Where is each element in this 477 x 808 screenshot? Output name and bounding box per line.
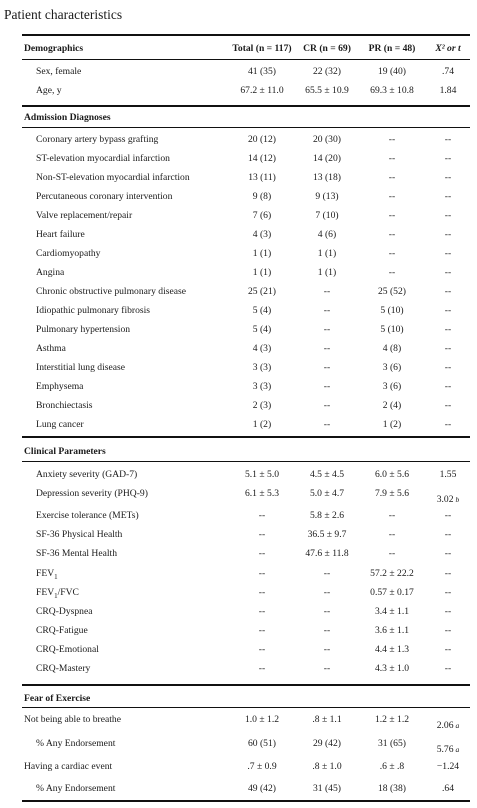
cr-cell: -- (323, 400, 331, 411)
table-row (22, 264, 470, 282)
row-label: Angina (36, 267, 65, 278)
cr-cell: -- (323, 381, 331, 392)
table-row (22, 780, 470, 798)
pr-cell: -- (388, 153, 396, 164)
stat-cell: 3.02 b (436, 494, 460, 505)
row-label: CRQ-Mastery (36, 663, 91, 674)
pr-cell: 0.57 ± 0.17 (370, 587, 414, 598)
total-cell: 1 (1) (252, 267, 272, 278)
row-label: Age, y (36, 85, 62, 96)
total-cell: -- (258, 587, 266, 598)
table-row (22, 302, 470, 320)
table-row (22, 207, 470, 225)
table-rule (22, 707, 470, 708)
stat-cell: 1.55 (439, 469, 457, 480)
pr-cell: 6.0 ± 5.6 (374, 469, 410, 480)
row-label: Idiopathic pulmonary fibrosis (36, 305, 151, 316)
total-cell: 6.1 ± 5.3 (244, 488, 280, 499)
stat-cell: -- (444, 400, 452, 411)
row-label: Exercise tolerance (METs) (36, 510, 139, 521)
stat-cell: -- (444, 286, 452, 297)
row-label: Valve replacement/repair (36, 210, 133, 221)
pr-cell: 1.2 ± 1.2 (374, 714, 410, 725)
stat-cell: -- (444, 419, 452, 430)
table-rule (22, 684, 470, 686)
cr-cell: 9 (13) (315, 191, 339, 202)
pr-cell: 1 (2) (382, 419, 402, 430)
table-row (22, 340, 470, 358)
stat-cell: 1.84 (439, 85, 457, 96)
row-label: Coronary artery bypass grafting (36, 134, 159, 145)
pr-cell: -- (388, 191, 396, 202)
cr-cell: -- (323, 305, 331, 316)
table-row (22, 603, 470, 621)
stat-cell: -- (444, 134, 452, 145)
pr-cell: -- (388, 510, 396, 521)
table-header-row (22, 40, 470, 58)
row-label: Heart failure (36, 229, 85, 240)
cr-cell: -- (323, 606, 331, 617)
cr-cell: -- (323, 419, 331, 430)
table-caption: Patient characteristics (4, 7, 123, 22)
cr-cell: -- (323, 343, 331, 354)
pr-cell: 25 (52) (378, 286, 406, 297)
stat-cell: 2.06 a (436, 720, 460, 731)
table-rule (22, 127, 470, 128)
table-row (22, 526, 470, 544)
total-cell: 20 (12) (248, 134, 276, 145)
stat-cell: -- (444, 625, 452, 636)
cr-cell: -- (323, 286, 331, 297)
pr-cell: 18 (38) (378, 783, 406, 794)
pr-cell: -- (388, 248, 396, 259)
total-cell: 5.1 ± 5.0 (244, 469, 280, 480)
table-row (22, 641, 470, 659)
cr-cell: 1 (1) (317, 267, 337, 278)
stat-cell: -- (444, 644, 452, 655)
total-cell: -- (258, 529, 266, 540)
pr-cell: 5 (10) (380, 305, 404, 316)
total-cell: 3 (3) (252, 362, 272, 373)
total-cell: 25 (21) (248, 286, 276, 297)
total-cell: -- (258, 663, 266, 674)
header-demographics: Demographics (24, 43, 84, 54)
pr-cell: 4.3 ± 1.0 (374, 663, 410, 674)
stat-cell: -- (444, 267, 452, 278)
total-cell: 1 (2) (252, 419, 272, 430)
table-row (22, 226, 470, 244)
stat-cell: -- (444, 362, 452, 373)
stat-cell: -- (444, 172, 452, 183)
cr-cell: 5.8 ± 2.6 (309, 510, 345, 521)
total-cell: .7 ± 0.9 (247, 761, 277, 772)
table-rule (22, 461, 470, 462)
total-cell: 49 (42) (248, 783, 276, 794)
table-rule (22, 59, 470, 60)
pr-cell: 31 (65) (378, 738, 406, 749)
cr-cell: -- (323, 324, 331, 335)
cr-cell: 7 (10) (315, 210, 339, 221)
table-rule (22, 105, 470, 107)
total-cell: 4 (3) (252, 343, 272, 354)
table-row (22, 378, 470, 396)
total-cell: 7 (6) (252, 210, 272, 221)
table-rule (22, 34, 470, 36)
table-row (22, 359, 470, 377)
table-row (22, 131, 470, 149)
table-rule (22, 436, 470, 438)
stat-cell: -- (444, 305, 452, 316)
total-cell: 67.2 ± 11.0 (240, 85, 284, 96)
cr-cell: 22 (32) (313, 66, 341, 77)
table-rule (22, 800, 470, 802)
row-label: Sex, female (36, 66, 82, 77)
table-row (22, 622, 470, 640)
stat-cell: .64 (442, 783, 454, 794)
total-cell: 4 (3) (252, 229, 272, 240)
table-row (22, 545, 470, 563)
row-label: CRQ-Fatigue (36, 625, 88, 636)
stat-cell: -- (444, 324, 452, 335)
total-cell: 5 (4) (252, 324, 272, 335)
row-label: CRQ-Dyspnea (36, 606, 93, 617)
row-label: Non-ST-elevation myocardial infarction (36, 172, 190, 183)
header-total: Total (n = 117) (232, 43, 292, 54)
pr-cell: -- (388, 172, 396, 183)
total-cell: -- (258, 548, 266, 559)
cr-cell: 13 (18) (313, 172, 341, 183)
pr-cell: -- (388, 548, 396, 559)
total-cell: -- (258, 644, 266, 655)
stat-cell: 5.76 a (436, 744, 460, 755)
table-row (22, 397, 470, 415)
table-row (22, 82, 470, 100)
row-label: % Any Endorsement (36, 783, 116, 794)
table-row (22, 565, 470, 583)
total-cell: 3 (3) (252, 381, 272, 392)
cr-cell: 4 (6) (317, 229, 337, 240)
row-label: Interstitial lung disease (36, 362, 125, 373)
total-cell: 14 (12) (248, 153, 276, 164)
pr-cell: -- (388, 529, 396, 540)
table-row (22, 245, 470, 263)
row-label: Not being able to breathe (24, 714, 121, 725)
pr-cell: -- (388, 229, 396, 240)
row-label: Bronchiectasis (36, 400, 93, 411)
cr-cell: -- (323, 663, 331, 674)
total-cell: 9 (8) (252, 191, 272, 202)
total-cell: 1.0 ± 1.2 (244, 714, 280, 725)
header-stat: X² or t (435, 43, 461, 54)
header-pr: PR (n = 48) (368, 43, 416, 54)
cr-cell: -- (323, 568, 331, 579)
row-label: Lung cancer (36, 419, 84, 430)
row-label: % Any Endorsement (36, 738, 116, 749)
stat-cell: -- (444, 210, 452, 221)
total-cell: 41 (35) (248, 66, 276, 77)
table-row (22, 150, 470, 168)
table-row (22, 507, 470, 525)
pr-cell: 3 (6) (382, 381, 402, 392)
table-row (22, 416, 470, 434)
stat-cell: -- (444, 568, 452, 579)
cr-cell: 1 (1) (317, 248, 337, 259)
table-row (22, 188, 470, 206)
total-cell: -- (258, 606, 266, 617)
row-label: Percutaneous coronary intervention (36, 191, 173, 202)
stat-cell: -- (444, 606, 452, 617)
cr-cell: 65.5 ± 10.9 (305, 85, 349, 96)
pr-cell: 3.6 ± 1.1 (374, 625, 410, 636)
row-label: Pulmonary hypertension (36, 324, 131, 335)
cr-cell: 5.0 ± 4.7 (309, 488, 345, 499)
table-row (22, 63, 470, 81)
cr-cell: 29 (42) (313, 738, 341, 749)
row-label: Having a cardiac event (24, 761, 113, 772)
table-row (22, 283, 470, 301)
row-label: Cardiomyopathy (36, 248, 101, 259)
pr-cell: 3.4 ± 1.1 (374, 606, 410, 617)
table-row (22, 584, 470, 602)
stat-cell: -- (444, 191, 452, 202)
total-cell: 1 (1) (252, 248, 272, 259)
pr-cell: 19 (40) (378, 66, 406, 77)
stat-cell: -- (444, 153, 452, 164)
cr-cell: -- (323, 587, 331, 598)
section-heading-label: Clinical Parameters (24, 446, 106, 457)
stat-cell: .74 (442, 66, 454, 77)
pr-cell: -- (388, 134, 396, 145)
row-label: $FEV_1$/FVC (36, 587, 79, 600)
cr-cell: -- (323, 644, 331, 655)
total-cell: -- (258, 568, 266, 579)
cr-cell: .8 ± 1.0 (312, 761, 342, 772)
pr-cell: -- (388, 210, 396, 221)
stat-cell: -- (444, 510, 452, 521)
table-row (22, 711, 470, 729)
row-label: Chronic obstructive pulmonary disease (36, 286, 187, 297)
row-label: Emphysema (36, 381, 84, 392)
header-cr: CR (n = 69) (303, 43, 351, 54)
cr-cell: 47.6 ± 11.8 (305, 548, 349, 559)
table-row (22, 169, 470, 187)
cr-cell: -- (323, 362, 331, 373)
row-label: Asthma (36, 343, 66, 354)
section-heading (22, 690, 470, 708)
stat-cell: −1.24 (436, 761, 460, 772)
table-row (22, 466, 470, 484)
row-label: Anxiety severity (GAD-7) (36, 469, 138, 480)
total-cell: -- (258, 625, 266, 636)
cr-cell: 20 (30) (313, 134, 341, 145)
pr-cell: .6 ± .8 (379, 761, 405, 772)
pr-cell: 57.2 ± 22.2 (370, 568, 414, 579)
table-row (22, 321, 470, 339)
table-row (22, 735, 470, 753)
total-cell: -- (258, 510, 266, 521)
pr-cell: 3 (6) (382, 362, 402, 373)
row-label: SF-36 Mental Health (36, 548, 118, 559)
row-label: CRQ-Emotional (36, 644, 99, 655)
pr-cell: 4 (8) (382, 343, 402, 354)
stat-cell: -- (444, 381, 452, 392)
pr-cell: -- (388, 267, 396, 278)
stat-cell: -- (444, 587, 452, 598)
total-cell: 13 (11) (248, 172, 276, 183)
cr-cell: 31 (45) (313, 783, 341, 794)
stat-cell: -- (444, 248, 452, 259)
cr-cell: -- (323, 625, 331, 636)
stat-cell: -- (444, 548, 452, 559)
row-label: SF-36 Physical Health (36, 529, 123, 540)
pr-cell: 69.3 ± 10.8 (370, 85, 414, 96)
pr-cell: 4.4 ± 1.3 (374, 644, 410, 655)
total-cell: 2 (3) (252, 400, 272, 411)
cr-cell: 14 (20) (313, 153, 341, 164)
table-row (22, 758, 470, 776)
section-heading-label: Admission Diagnoses (24, 112, 111, 123)
stat-cell: -- (444, 343, 452, 354)
stat-cell: -- (444, 663, 452, 674)
pr-cell: 2 (4) (382, 400, 402, 411)
pr-cell: 5 (10) (380, 324, 404, 335)
section-heading (22, 443, 470, 461)
row-label: ST-elevation myocardial infarction (36, 153, 170, 164)
cr-cell: 4.5 ± 4.5 (309, 469, 345, 480)
stat-cell: -- (444, 229, 452, 240)
row-label: Depression severity (PHQ-9) (36, 488, 148, 499)
table-row (22, 485, 470, 503)
total-cell: 60 (51) (248, 738, 276, 749)
cr-cell: .8 ± 1.1 (312, 714, 342, 725)
section-heading (22, 109, 470, 127)
section-heading-label: Fear of Exercise (24, 693, 91, 704)
cr-cell: 36.5 ± 9.7 (307, 529, 347, 540)
total-cell: 5 (4) (252, 305, 272, 316)
pr-cell: 7.9 ± 5.6 (374, 488, 410, 499)
stat-cell: -- (444, 529, 452, 540)
table-row (22, 660, 470, 678)
row-label: $FEV_1$ (36, 568, 58, 581)
